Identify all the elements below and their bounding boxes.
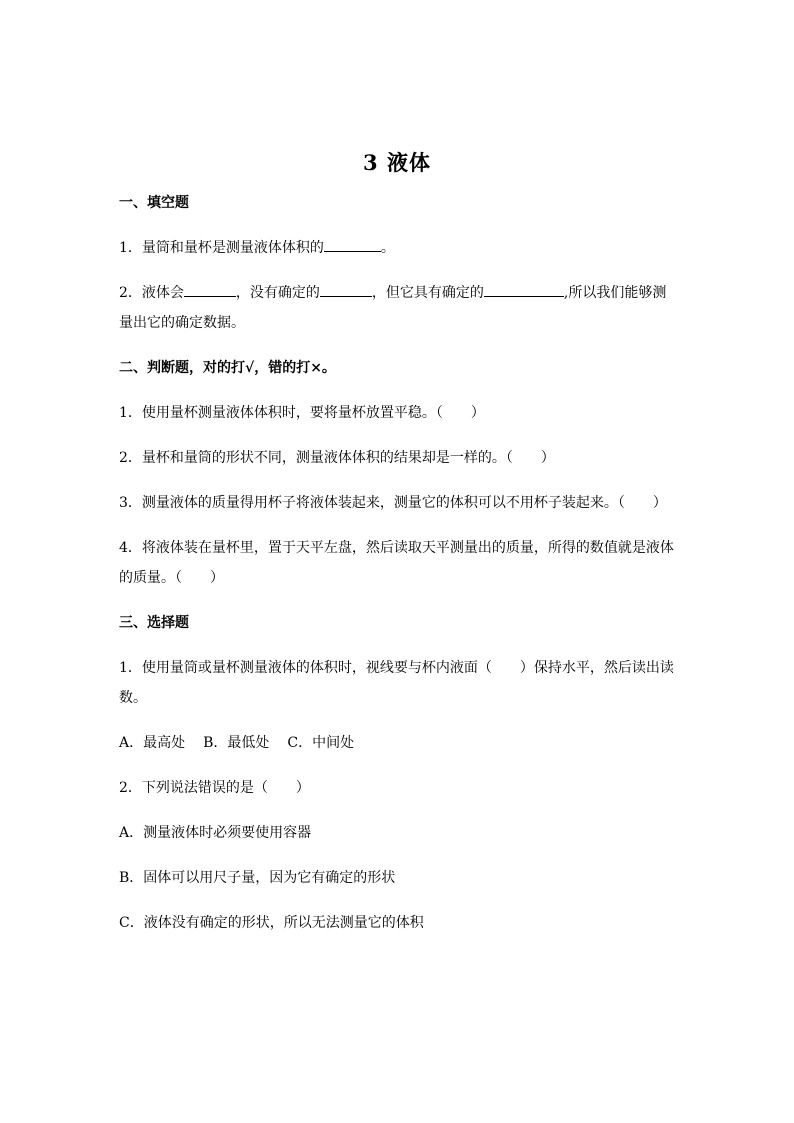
choice-question-2-option-c: C．液体没有确定的形状，所以无法测量它的体积 bbox=[119, 915, 424, 931]
answer-blank[interactable] bbox=[324, 235, 381, 252]
fill-question-1 bbox=[119, 233, 679, 263]
question-text: ，没有确定的 bbox=[235, 285, 320, 301]
judge-question-2: 2．量杯和量筒的形状不同，测量液体体积的结果却是一样的。（ ） bbox=[119, 450, 555, 466]
section-heading-multiple-choice: 三、选择题 bbox=[119, 615, 189, 631]
judge-question-1: 1．使用量杯测量液体体积时，要将量杯放置平稳。（ ） bbox=[119, 405, 485, 421]
answer-blank[interactable] bbox=[484, 280, 564, 297]
fill-question-2 bbox=[119, 278, 679, 338]
question-text: ，但它具有确定的 bbox=[371, 285, 484, 301]
question-text: 量筒和量杯是测量液体体积的 bbox=[141, 240, 324, 256]
choice-question-2-option-a: A．测量液体时必须要使用容器 bbox=[119, 825, 312, 841]
judge-question-3: 3．测量液体的质量得用杯子将液体装起来，测量它的体积可以不用杯子装起来。（ ） bbox=[119, 495, 667, 511]
option-a: A．最高处 bbox=[119, 735, 186, 751]
choice-question-2-stem: 2．下列说法错误的是（ ） bbox=[119, 780, 310, 796]
answer-blank[interactable] bbox=[184, 280, 236, 297]
question-text: ,所以我们能够测量出它的确定数据。 bbox=[119, 285, 667, 331]
choice-question-1-options bbox=[119, 728, 679, 758]
option-c: C．中间处 bbox=[287, 735, 355, 751]
question-number: 1． bbox=[119, 240, 142, 256]
judge-question-4: 4．将液体装在量杯里，置于天平左盘，然后读取天平测量出的质量，所得的数值就是液体的质量。（ ） bbox=[119, 540, 674, 586]
question-number: 2． bbox=[119, 285, 142, 301]
question-text: 。 bbox=[380, 240, 395, 256]
choice-question-2-option-b: B．固体可以用尺子量，因为它有确定的形状 bbox=[119, 870, 396, 886]
section-heading-true-false: 二、判断题，对的打√，错的打×。 bbox=[119, 360, 336, 376]
question-text: 液体会 bbox=[141, 285, 184, 301]
page-title: 3 液体 bbox=[363, 150, 431, 175]
answer-blank[interactable] bbox=[320, 280, 372, 297]
choice-question-1-stem: 1．使用量筒或量杯测量液体的体积时，视线要与杯内液面（ ）保持水平，然后读出读数。 bbox=[119, 660, 674, 706]
option-b: B．最低处 bbox=[203, 735, 270, 751]
worksheet-content bbox=[119, 188, 679, 953]
section-heading-fill-in: 一、填空题 bbox=[119, 195, 189, 211]
